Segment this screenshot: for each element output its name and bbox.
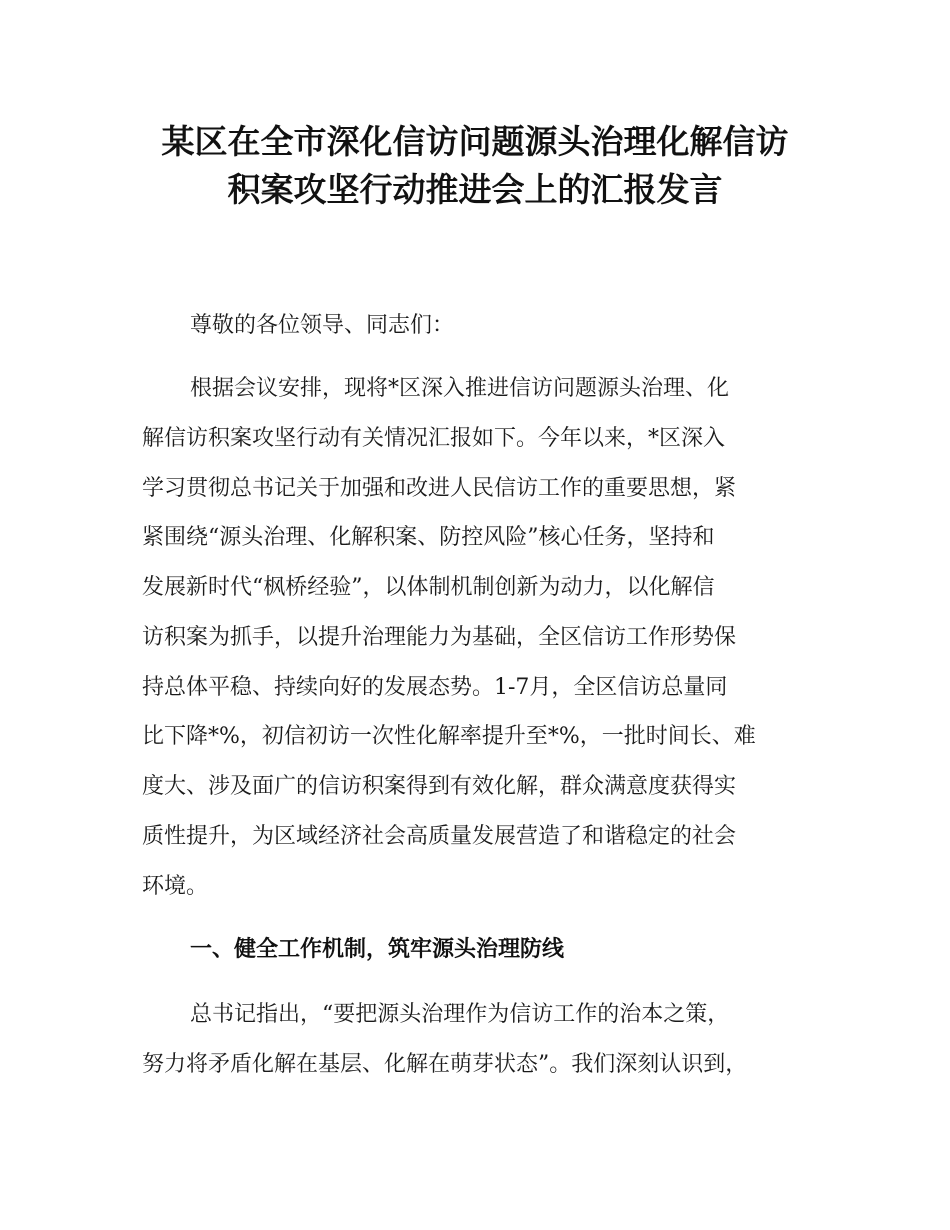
paragraph-1-line-6: 访积案为抓手，以提升治理能力为基础，全区信访工作形势保 — [142, 625, 737, 650]
document-title-line-2: 积案攻坚行动推进会上的汇报发言 — [227, 170, 723, 209]
paragraph-2-line-1: 总书记指出，“要把源头治理作为信访工作的治本之策， — [190, 1002, 730, 1027]
paragraph-1-line-11: 环境。 — [142, 874, 209, 899]
document-title-line-1: 某区在全市深化信访问题源头治理化解信访 — [161, 122, 789, 161]
paragraph-1-line-3: 学习贯彻总书记关于加强和改进人民信访工作的重要思想，紧 — [142, 476, 737, 501]
paragraph-1-line-9: 度大、涉及面广的信访积案得到有效化解，群众满意度获得实 — [142, 774, 737, 799]
paragraph-1-line-8: 比下降*%，初信初访一次性化解率提升至*%，一批时间长、难 — [142, 724, 756, 749]
paragraph-1-line-1: 根据会议安排，现将*区深入推进信访问题源头治理、化 — [190, 376, 730, 401]
paragraph-1-line-4: 紧围绕“源头治理、化解积案、防控风险”核心任务，坚持和 — [142, 525, 715, 550]
paragraph-1-line-2: 解信访积案攻坚行动有关情况汇报如下。今年以来，*区深入 — [142, 426, 726, 451]
salutation: 尊敬的各位领导、同志们： — [190, 313, 455, 338]
section-1-heading: 一、健全工作机制，筑牢源头治理防线 — [190, 937, 565, 962]
paragraph-2-line-2: 努力将矛盾化解在基层、化解在萌芽状态”。我们深刻认识到， — [142, 1052, 748, 1077]
paragraph-1-line-10: 质性提升，为区域经济社会高质量发展营造了和谐稳定的社会 — [142, 824, 737, 849]
paragraph-1-line-7: 持总体平稳、持续向好的发展态势。1-7月，全区信访总量同 — [142, 675, 728, 700]
paragraph-1-line-5: 发展新时代“枫桥经验”，以体制机制创新为动力，以化解信 — [142, 575, 715, 600]
